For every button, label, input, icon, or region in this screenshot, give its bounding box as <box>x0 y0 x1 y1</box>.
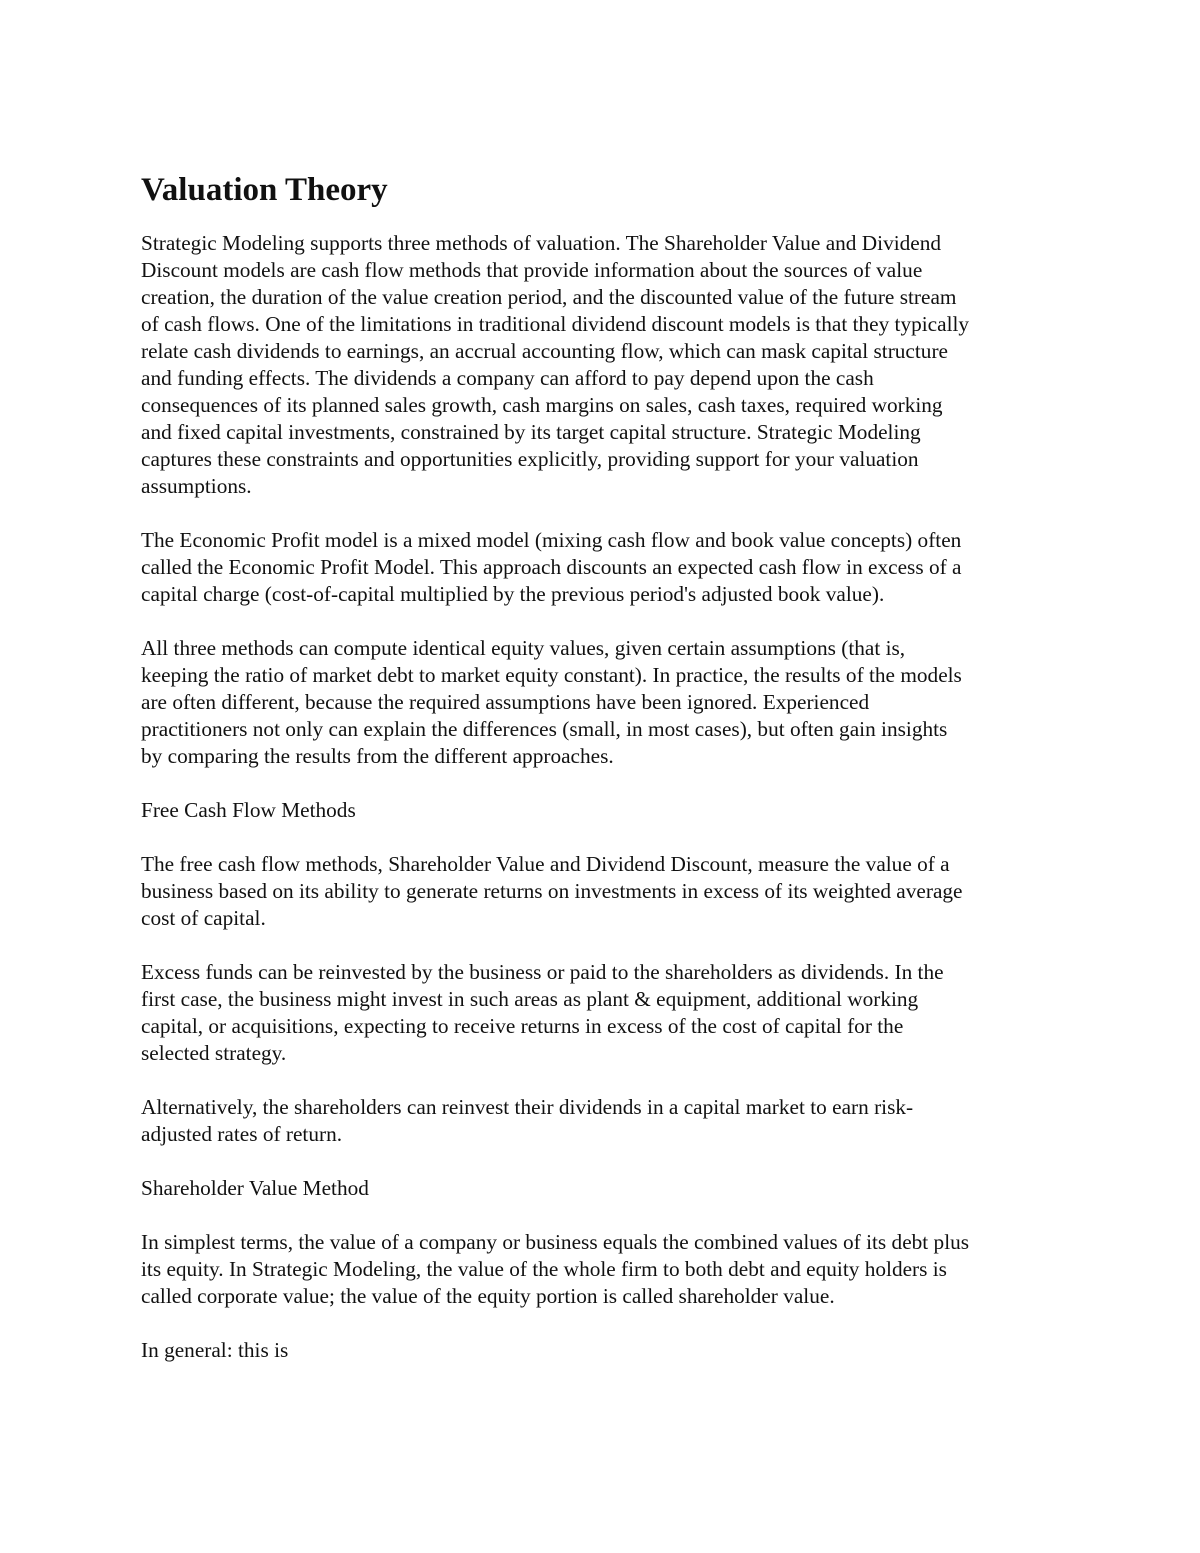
paragraph-line: first case, the business might invest in such areas as plant & equipment, additional working <box>141 987 919 1011</box>
paragraph-line: keeping the ratio of market debt to market equity constant). In practice, the results of the models <box>141 663 962 687</box>
paragraph-line: called corporate value; the value of the equity portion is called shareholder value. <box>141 1284 835 1308</box>
paragraph-line: and fixed capital investments, constrained by its target capital structure. Strategic Modeling <box>141 420 921 444</box>
paragraph-line: its equity. In Strategic Modeling, the value of the whole firm to both debt and equity holders is <box>141 1257 947 1281</box>
paragraph-line: captures these constraints and opportunities explicitly, providing support for your valuation <box>141 447 919 471</box>
document-page <box>141 168 1066 1391</box>
paragraph-line: creation, the duration of the value creation period, and the discounted value of the future stream <box>141 285 957 309</box>
paragraph-free-cash-flow <box>141 851 1066 932</box>
section-heading-free-cash-flow <box>141 797 1066 824</box>
paragraph-line: called the Economic Profit Model. This approach discounts an expected cash flow in excess of a <box>141 555 962 579</box>
paragraph-line: business based on its ability to generate returns on investments in excess of its weighted average <box>141 879 963 903</box>
paragraph-line: Alternatively, the shareholders can reinvest their dividends in a capital market to earn risk- <box>141 1095 914 1119</box>
paragraph-valuation-methods <box>141 230 1066 500</box>
paragraph-line: are often different, because the required assumptions have been ignored. Experienced <box>141 690 870 714</box>
paragraph-line: practitioners not only can explain the differences (small, in most cases), but often gain insights <box>141 717 948 741</box>
paragraph-line: Discount models are cash flow methods that provide information about the sources of value <box>141 258 923 282</box>
paragraph-line: Excess funds can be reinvested by the business or paid to the shareholders as dividends. In the <box>141 960 944 984</box>
section-heading-shareholder-value <box>141 1175 1066 1202</box>
paragraph-line: and funding effects. The dividends a company can afford to pay depend upon the cash <box>141 366 874 390</box>
paragraph-line: adjusted rates of return. <box>141 1122 343 1146</box>
paragraph-economic-profit <box>141 527 1066 608</box>
paragraph-excess-funds <box>141 959 1066 1067</box>
paragraph-simplest-terms <box>141 1229 1066 1310</box>
paragraph-line: assumptions. <box>141 474 252 498</box>
paragraph-in-general <box>141 1337 1066 1364</box>
paragraph-line: In general: this is <box>141 1338 289 1362</box>
paragraph-line: consequences of its planned sales growth, cash margins on sales, cash taxes, required working <box>141 393 943 417</box>
document-title: Valuation Theory <box>141 172 388 208</box>
paragraph-line: relate cash dividends to earnings, an accrual accounting flow, which can mask capital structure <box>141 339 948 363</box>
paragraph-alternatively <box>141 1094 1066 1148</box>
paragraph-line: of cash flows. One of the limitations in traditional dividend discount models is that they typically <box>141 312 970 336</box>
paragraph-line: cost of capital. <box>141 906 266 930</box>
paragraph-line: selected strategy. <box>141 1041 287 1065</box>
paragraph-line: capital, or acquisitions, expecting to receive returns in excess of the cost of capital for the <box>141 1014 904 1038</box>
paragraph-line: The Economic Profit model is a mixed model (mixing cash flow and book value concepts) often <box>141 528 962 552</box>
paragraph-line: In simplest terms, the value of a company or business equals the combined values of its debt plus <box>141 1230 970 1254</box>
section-heading-text: Free Cash Flow Methods <box>141 798 356 822</box>
paragraph-line: All three methods can compute identical equity values, given certain assumptions (that is, <box>141 636 906 660</box>
paragraph-line: The free cash flow methods, Shareholder Value and Dividend Discount, measure the value of a <box>141 852 950 876</box>
paragraph-line: capital charge (cost-of-capital multiplied by the previous period's adjusted book value). <box>141 582 885 606</box>
paragraph-line: Strategic Modeling supports three methods of valuation. The Shareholder Value and Dividend <box>141 231 942 255</box>
paragraph-line: by comparing the results from the different approaches. <box>141 744 614 768</box>
section-heading-text: Shareholder Value Method <box>141 1176 369 1200</box>
paragraph-identical-values <box>141 635 1066 770</box>
